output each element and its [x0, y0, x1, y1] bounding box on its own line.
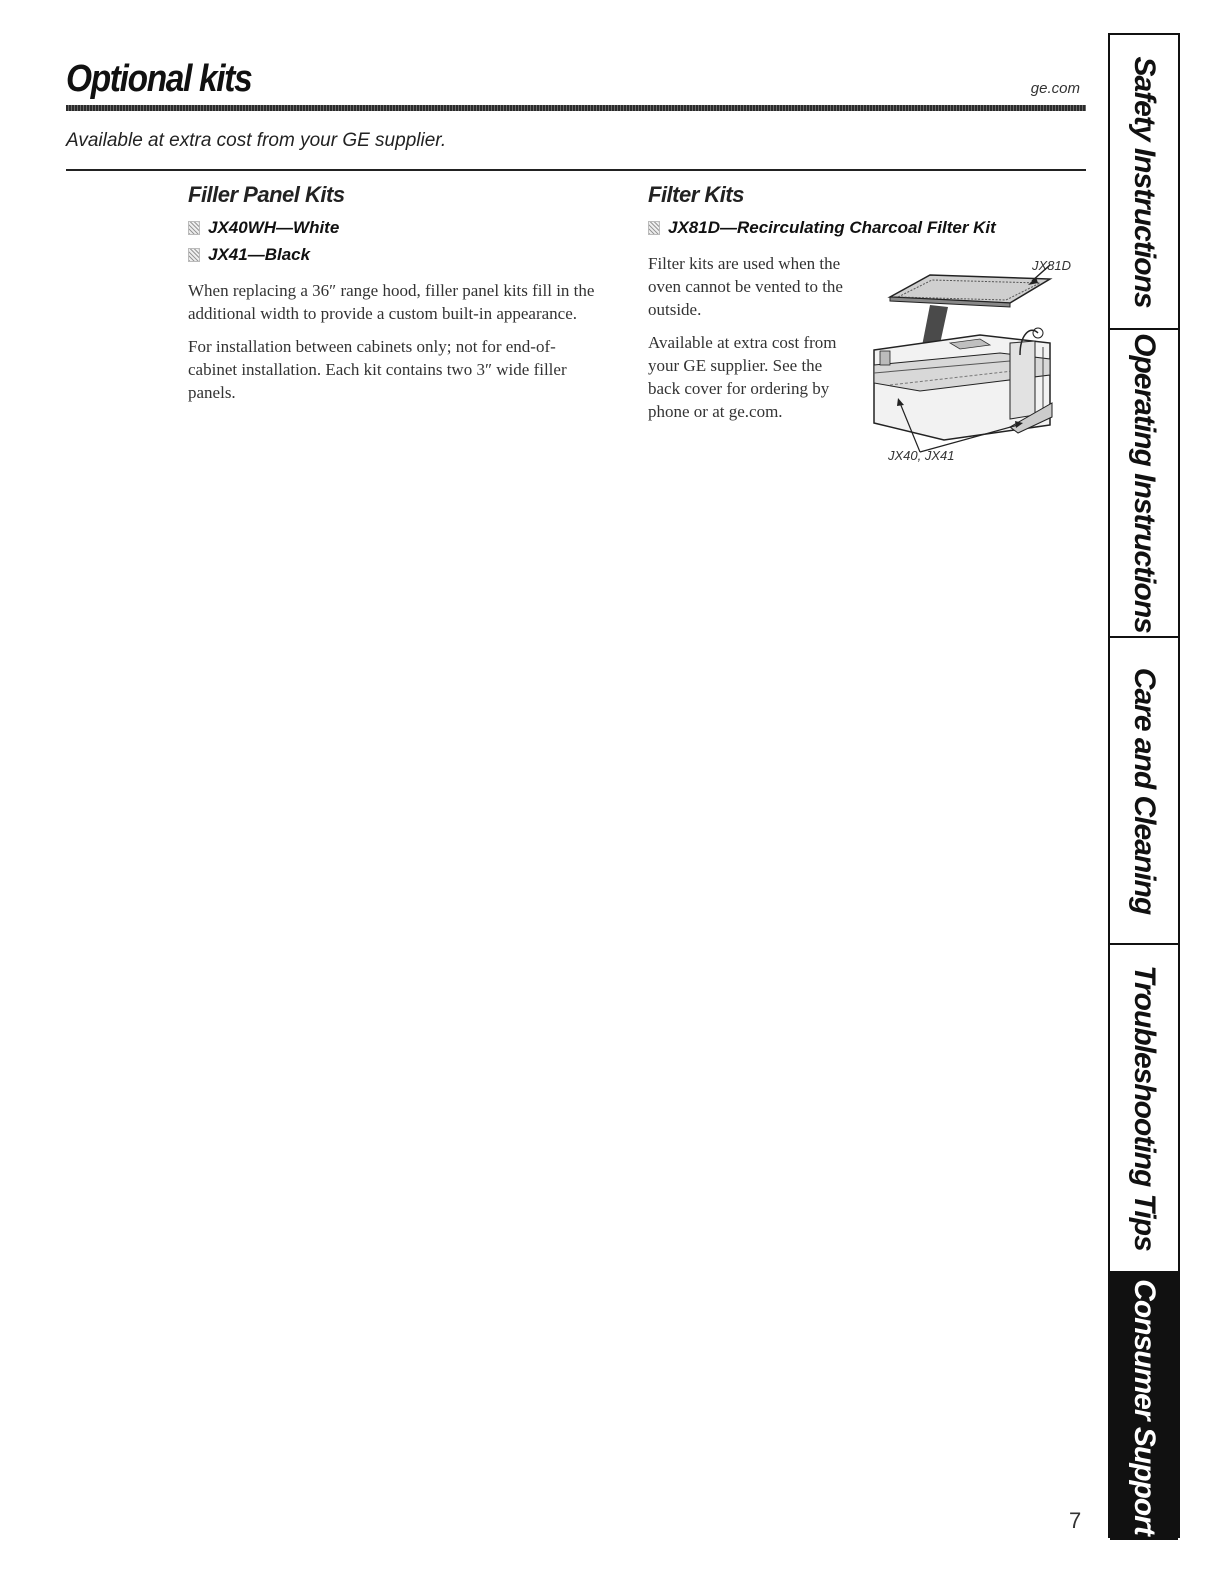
side-nav	[1108, 33, 1180, 1538]
filler-panel-section	[188, 182, 608, 404]
bullet-icon	[188, 221, 200, 235]
filler-paragraph: When replacing a 36″ range hood, filler panel kits fill in the additional width to provide a custom built-in appearance.	[188, 281, 595, 323]
tab-troubleshooting-tips[interactable]	[1110, 945, 1178, 1273]
filter-paragraph: Available at extra cost from your GE supplier. See the back cover for ordering by phone or at ge.com.	[648, 333, 837, 421]
tab-label: Consumer Support	[1128, 1278, 1161, 1535]
filter-paragraph: Filter kits are used when the oven cannot be vented to the outside.	[648, 254, 843, 319]
bullet-icon	[648, 221, 660, 235]
bullet-icon	[188, 248, 200, 262]
filler-paragraph: For installation between cabinets only; not for end-of-cabinet installation. Each kit contains two 3″ wide filler panels.	[188, 337, 567, 402]
page-number: 7	[1069, 1508, 1082, 1533]
tab-safety-instructions[interactable]	[1110, 35, 1178, 330]
page-title: Optional kits	[66, 58, 252, 100]
tab-label: Operating Instructions	[1128, 333, 1161, 633]
filter-text	[648, 252, 853, 423]
tab-label: Safety Instructions	[1128, 55, 1161, 308]
tab-consumer-support[interactable]	[1110, 1273, 1178, 1540]
tab-label: Troubleshooting Tips	[1128, 965, 1161, 1251]
tab-label: Care and Cleaning	[1128, 667, 1161, 914]
site-url: ge.com	[1030, 80, 1080, 97]
kit-item	[648, 218, 1088, 238]
kit-label: JX81D—Recirculating Charcoal Filter Kit	[668, 218, 996, 237]
figure-label-panels: JX40, JX41	[888, 448, 955, 463]
tab-operating-instructions[interactable]	[1110, 330, 1178, 638]
range-hood-drawing	[874, 328, 1052, 440]
filler-panel-heading: Filler Panel Kits	[188, 182, 345, 207]
figure-label-filter: JX81D	[1032, 258, 1072, 273]
kit-label: JX41—Black	[208, 245, 311, 264]
section-rule	[66, 169, 1086, 171]
range-hood-filter-illustration	[860, 255, 1085, 470]
filter-kit-heading: Filter Kits	[648, 182, 744, 207]
page-subtitle: Available at extra cost from your GE supplier.	[66, 130, 447, 151]
title-rule	[66, 105, 1086, 111]
kit-item	[188, 218, 608, 238]
charcoal-filter-drawing	[890, 275, 1050, 307]
kit-label: JX40WH—White	[208, 218, 340, 237]
kit-item	[188, 245, 608, 265]
tab-care-and-cleaning[interactable]	[1110, 638, 1178, 945]
